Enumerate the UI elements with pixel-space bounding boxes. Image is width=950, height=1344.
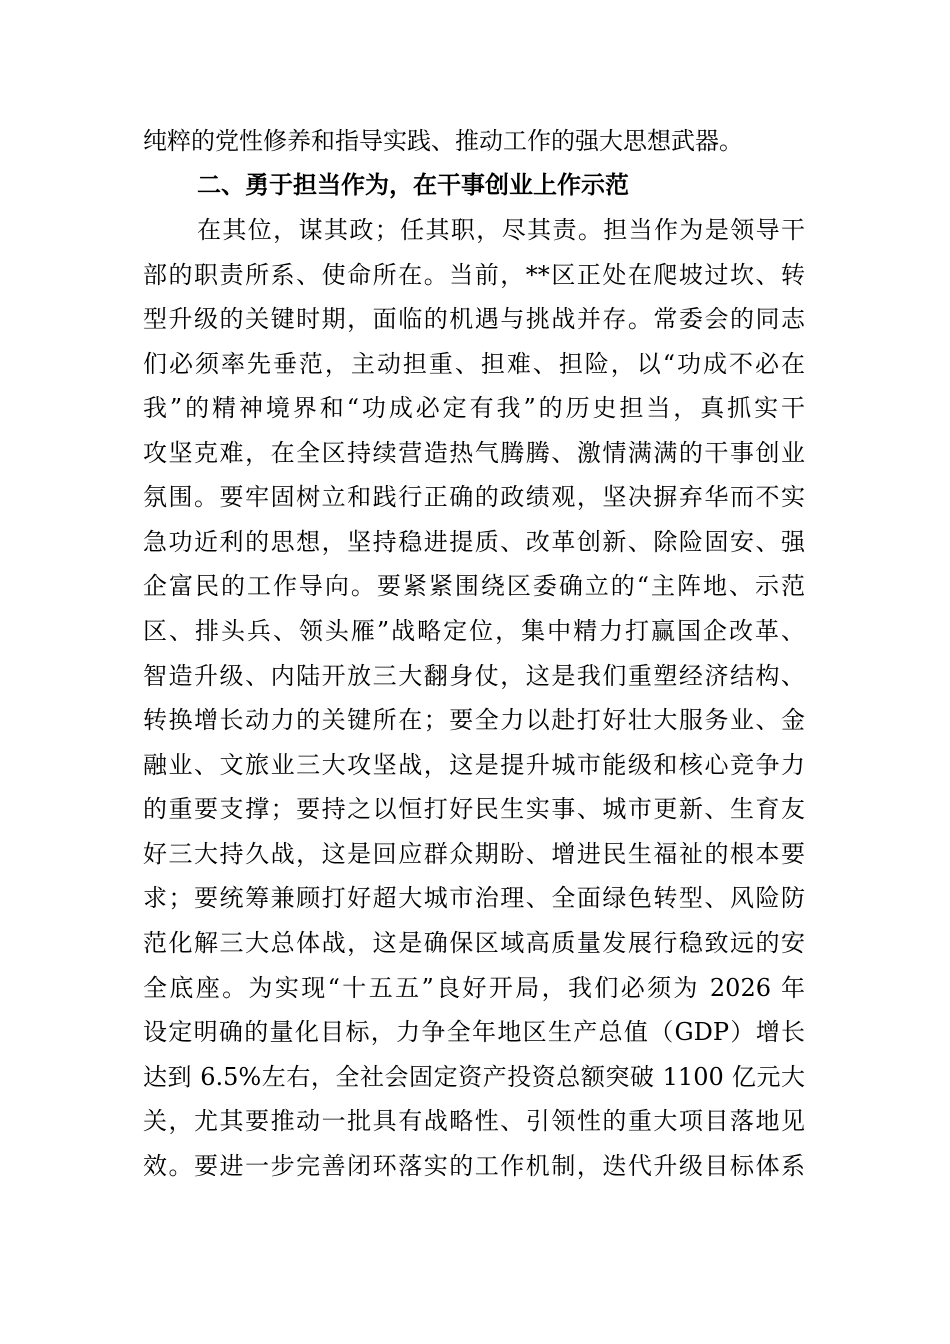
paragraph-line: 们必须率先垂范，主动担重、担难、担险，以“功成不必在 [143,349,805,378]
section-heading: 二、勇于担当作为，在干事创业上作示范 [197,171,629,199]
paragraph-line: 设定明确的量化目标，力争全年地区生产总值（GDP）增长 [143,1018,805,1047]
paragraph-line: 我”的精神境界和“功成必定有我”的历史担当，真抓实干 [143,394,805,423]
paragraph-line: 达到 6.5%左右，全社会固定资产投资总额突破 1100 亿元大 [143,1062,805,1091]
paragraph-line: 氛围。要牢固树立和践行正确的政绩观，坚决摒弃华而不实 [143,483,805,512]
paragraph-line: 全底座。为实现“十五五”良好开局，我们必须为 2026 年 [143,973,805,1002]
paragraph-line: 效。要进一步完善闭环落实的工作机制，迭代升级目标体系 [143,1151,805,1180]
paragraph-line: 的重要支撑；要持之以恒打好民生实事、城市更新、生育友 [143,795,805,824]
paragraph-line: 部的职责所系、使命所在。当前，**区正处在爬坡过坎、转 [143,260,805,289]
paragraph-line: 智造升级、内陆开放三大翻身仗，这是我们重塑经济结构、 [143,661,805,690]
paragraph-line: 攻坚克难，在全区持续营造热气腾腾、激情满满的干事创业 [143,438,805,467]
paragraph-line: 关，尤其要推动一批具有战略性、引领性的重大项目落地见 [143,1107,805,1136]
paragraph-line: 求；要统筹兼顾打好超大城市治理、全面绿色转型、风险防 [143,884,805,913]
paragraph-line: 范化解三大总体战，这是确保区域高质量发展行稳致远的安 [143,928,805,957]
paragraph-line: 企富民的工作导向。要紧紧围绕区委确立的“主阵地、示范 [143,572,805,601]
paragraph-line: 好三大持久战，这是回应群众期盼、增进民生福祉的根本要 [143,839,805,868]
paragraph-line: 型升级的关键时期，面临的机遇与挑战并存。常委会的同志 [143,305,805,334]
paragraph-line: 融业、文旅业三大攻坚战，这是提升城市能级和核心竞争力 [143,750,805,779]
paragraph-line: 在其位，谋其政；任其职，尽其责。担当作为是领导干 [197,216,805,244]
paragraph-line: 区、排头兵、领头雁”战略定位，集中精力打赢国企改革、 [143,617,805,646]
paragraph-end-line: 纯粹的党性修养和指导实践、推动工作的强大思想武器。 [143,127,743,155]
paragraph-line: 转换增长动力的关键所在；要全力以赴打好壮大服务业、金 [143,706,805,735]
paragraph-line: 急功近利的思想，坚持稳进提质、改革创新、除险固安、强 [143,527,805,556]
